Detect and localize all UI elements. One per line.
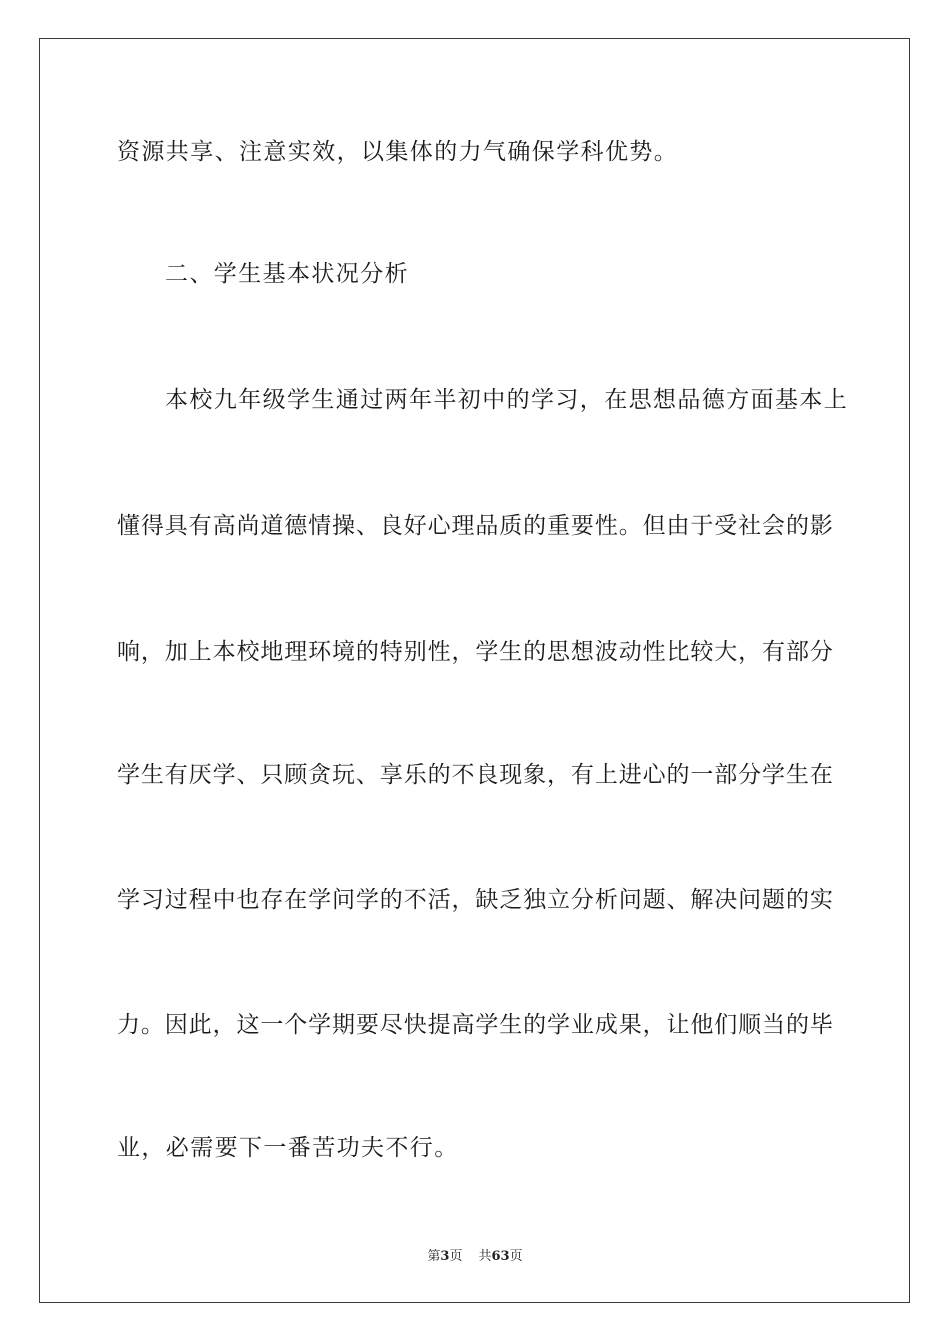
page-number: 3 [440, 1249, 450, 1264]
section-heading: 二、学生基本状况分析 [165, 261, 409, 287]
page-border [39, 38, 910, 1303]
paragraph-line-5: 学 生 有 厌 学 、 只 顾 贪 玩 、 享 乐 的 不 良 现 象 ， 有 上 进 心 的 一 部 分 学 生 在 [117, 762, 833, 788]
paragraph-line-2: 本校九年级学生通过两年半初中的学习，在思想品德方面基本上 [165, 387, 849, 413]
total-label-suffix: 页 [509, 1249, 523, 1264]
paragraph-line-7: 力 。 因 此 ， 这 一 个 学 期 要 尽 快 提 高 学 生 的 学 业 成 果 ， 让 他 们 顺 当 的 毕 [117, 1012, 833, 1038]
total-pages: 63 [491, 1249, 510, 1264]
paragraph-line-8: 业，必需要下一番苦功夫不行。 [117, 1135, 459, 1161]
paragraph-line-6: 学 习 过 程 中 也 存 在 学 问 学 的 不 活 ， 缺 乏 独 立 分 析 问 题 、 解 决 问 题 的 实 [117, 887, 833, 913]
paragraph-line-3: 懂 得 具 有 高 尚 道 德 情 操 、 良 好 心 理 品 质 的 重 要 性 。 但 由 于 受 社 会 的 影 [117, 513, 833, 539]
page-label-prefix: 第 [427, 1249, 441, 1264]
paragraph-line-4: 响 ， 加 上 本 校 地 理 环 境 的 特 别 性 ， 学 生 的 思 想 波 动 性 比 较 大 ， 有 部 分 [117, 639, 833, 665]
paragraph-line-1: 资源共享、注意实效，以集体的力气确保学科优势。 [117, 139, 679, 165]
page-label-suffix: 页 [449, 1249, 463, 1264]
total-label-prefix: 共 [478, 1249, 492, 1264]
page-footer [0, 1248, 950, 1266]
